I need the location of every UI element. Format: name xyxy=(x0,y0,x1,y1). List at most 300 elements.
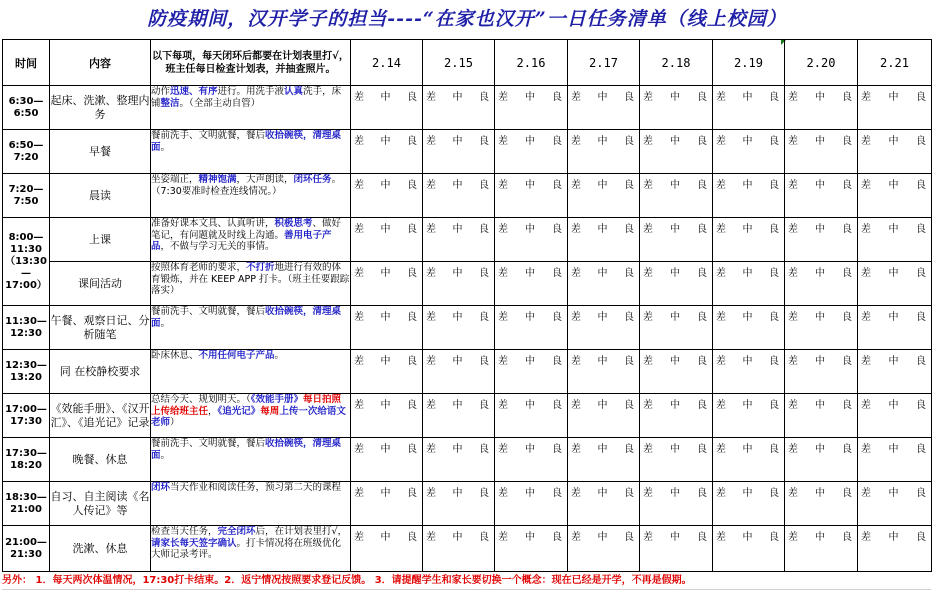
grade-option[interactable]: 差 xyxy=(788,532,798,543)
grade-cell[interactable] xyxy=(495,262,568,306)
grade-cell[interactable] xyxy=(640,394,713,438)
grade-option[interactable]: 差 xyxy=(716,312,726,323)
grade-option[interactable]: 良 xyxy=(552,224,562,235)
grade-cell[interactable] xyxy=(785,174,858,218)
grade-cell[interactable] xyxy=(495,174,568,218)
grade-option[interactable]: 良 xyxy=(552,532,562,543)
grade-cell[interactable] xyxy=(351,262,423,306)
grade-option[interactable]: 差 xyxy=(643,136,653,147)
grade-cell[interactable] xyxy=(785,438,858,482)
grade-option[interactable]: 中 xyxy=(742,312,753,323)
grade-option[interactable]: 良 xyxy=(624,92,634,103)
grade-option[interactable]: 中 xyxy=(742,488,753,499)
grade-option[interactable]: 差 xyxy=(354,444,364,455)
header-date[interactable]: 2.21 xyxy=(858,40,932,86)
grade-option[interactable]: 差 xyxy=(354,224,364,235)
grade-cell[interactable] xyxy=(351,86,423,130)
grade-cell[interactable] xyxy=(858,130,932,174)
grade-option[interactable]: 良 xyxy=(552,180,562,191)
grade-option[interactable]: 差 xyxy=(571,180,581,191)
grade-option[interactable]: 良 xyxy=(479,268,489,279)
grade-option[interactable]: 差 xyxy=(716,488,726,499)
description-cell[interactable] xyxy=(151,262,351,306)
grade-cell[interactable] xyxy=(858,218,932,262)
time-cell[interactable]: 17:30— 18:20 xyxy=(3,438,50,482)
grade-cell[interactable] xyxy=(423,306,495,350)
grade-option[interactable]: 中 xyxy=(597,136,608,147)
grade-cell[interactable] xyxy=(495,438,568,482)
grade-cell[interactable] xyxy=(785,526,858,572)
grade-cell[interactable] xyxy=(858,350,932,394)
grade-option[interactable]: 差 xyxy=(354,92,364,103)
grade-option[interactable]: 差 xyxy=(426,136,436,147)
grade-cell[interactable] xyxy=(640,174,713,218)
grade-option[interactable]: 差 xyxy=(716,356,726,367)
grade-option[interactable]: 中 xyxy=(670,356,680,367)
grade-cell[interactable] xyxy=(640,306,713,350)
grade-option[interactable]: 良 xyxy=(624,180,634,191)
grade-option[interactable]: 良 xyxy=(916,136,926,147)
grade-cell[interactable] xyxy=(785,306,858,350)
grade-option[interactable]: 良 xyxy=(697,268,707,279)
grade-cell[interactable] xyxy=(495,526,568,572)
grade-cell[interactable] xyxy=(568,526,640,572)
grade-cell[interactable] xyxy=(858,438,932,482)
grade-option[interactable]: 差 xyxy=(861,400,871,411)
grade-option[interactable]: 中 xyxy=(670,312,680,323)
grade-option[interactable]: 差 xyxy=(716,224,726,235)
item-cell[interactable]: 课间活动 xyxy=(50,262,151,306)
grade-option[interactable]: 差 xyxy=(643,224,653,235)
grade-option[interactable]: 中 xyxy=(888,444,899,455)
grade-option[interactable]: 良 xyxy=(479,136,489,147)
grade-option[interactable]: 中 xyxy=(670,400,680,411)
grade-option[interactable]: 差 xyxy=(426,532,436,543)
grade-cell[interactable] xyxy=(713,482,785,526)
grade-option[interactable]: 差 xyxy=(426,92,436,103)
grade-option[interactable]: 中 xyxy=(452,488,463,499)
grade-option[interactable]: 差 xyxy=(571,312,581,323)
grade-option[interactable]: 差 xyxy=(426,268,436,279)
grade-option[interactable]: 中 xyxy=(380,312,391,323)
grade-option[interactable]: 中 xyxy=(670,444,680,455)
grade-option[interactable]: 中 xyxy=(452,180,463,191)
grade-option[interactable]: 差 xyxy=(571,444,581,455)
grade-option[interactable]: 中 xyxy=(525,268,535,279)
grade-option[interactable]: 差 xyxy=(426,180,436,191)
grade-cell[interactable] xyxy=(423,174,495,218)
grade-option[interactable]: 中 xyxy=(670,488,680,499)
grade-option[interactable]: 中 xyxy=(380,444,391,455)
grade-option[interactable]: 良 xyxy=(842,136,852,147)
grade-cell[interactable] xyxy=(785,218,858,262)
grade-option[interactable]: 差 xyxy=(861,444,871,455)
grade-option[interactable]: 中 xyxy=(815,224,825,235)
grade-option[interactable]: 差 xyxy=(498,180,508,191)
grade-option[interactable]: 差 xyxy=(571,268,581,279)
grade-option[interactable]: 差 xyxy=(354,136,364,147)
grade-cell[interactable] xyxy=(713,174,785,218)
grade-option[interactable]: 差 xyxy=(498,92,508,103)
grade-cell[interactable] xyxy=(713,306,785,350)
grade-option[interactable]: 中 xyxy=(380,180,391,191)
grade-option[interactable]: 差 xyxy=(354,356,364,367)
grade-cell[interactable] xyxy=(640,218,713,262)
grade-option[interactable]: 差 xyxy=(426,312,436,323)
time-cell[interactable]: 6:30— 6:50 xyxy=(3,86,50,130)
grade-option[interactable]: 良 xyxy=(842,400,852,411)
grade-option[interactable]: 中 xyxy=(525,136,535,147)
grade-cell[interactable] xyxy=(858,306,932,350)
grade-option[interactable]: 良 xyxy=(407,180,417,191)
description-cell[interactable] xyxy=(151,526,351,572)
grade-option[interactable]: 中 xyxy=(452,312,463,323)
grade-option[interactable]: 良 xyxy=(407,356,417,367)
grade-option[interactable]: 良 xyxy=(916,312,926,323)
grade-option[interactable]: 良 xyxy=(552,268,562,279)
grade-option[interactable]: 差 xyxy=(571,136,581,147)
description-cell[interactable] xyxy=(151,174,351,218)
grade-option[interactable]: 良 xyxy=(407,488,417,499)
grade-option[interactable]: 中 xyxy=(888,224,899,235)
grade-cell[interactable] xyxy=(495,306,568,350)
grade-option[interactable]: 中 xyxy=(815,268,825,279)
grade-cell[interactable] xyxy=(858,526,932,572)
time-cell[interactable]: 8:00— 11:30 （13:30 — 17:00） xyxy=(3,218,50,306)
time-cell[interactable]: 11:30— 12:30 xyxy=(3,306,50,350)
grade-option[interactable]: 中 xyxy=(815,312,825,323)
grade-option[interactable]: 差 xyxy=(716,532,726,543)
grade-cell[interactable] xyxy=(858,394,932,438)
grade-option[interactable]: 差 xyxy=(788,224,798,235)
grade-option[interactable]: 中 xyxy=(742,92,753,103)
grade-option[interactable]: 差 xyxy=(861,224,871,235)
grade-option[interactable]: 差 xyxy=(498,532,508,543)
grade-option[interactable]: 中 xyxy=(380,400,391,411)
header-date[interactable]: 2.20 xyxy=(785,40,858,86)
grade-option[interactable]: 中 xyxy=(597,532,608,543)
grade-option[interactable]: 差 xyxy=(861,312,871,323)
grade-option[interactable]: 良 xyxy=(552,356,562,367)
grade-option[interactable]: 差 xyxy=(354,400,364,411)
grade-option[interactable]: 良 xyxy=(769,444,779,455)
description-cell[interactable] xyxy=(151,350,351,394)
grade-cell[interactable] xyxy=(351,306,423,350)
grade-option[interactable]: 差 xyxy=(498,312,508,323)
grade-cell[interactable] xyxy=(495,218,568,262)
grade-option[interactable]: 差 xyxy=(788,92,798,103)
grade-option[interactable]: 中 xyxy=(670,224,680,235)
grade-option[interactable]: 中 xyxy=(742,444,753,455)
grade-option[interactable]: 良 xyxy=(842,92,852,103)
grade-option[interactable]: 良 xyxy=(842,180,852,191)
grade-option[interactable]: 良 xyxy=(769,224,779,235)
grade-cell[interactable] xyxy=(423,526,495,572)
grade-option[interactable]: 良 xyxy=(842,224,852,235)
grade-option[interactable]: 差 xyxy=(788,136,798,147)
grade-option[interactable]: 差 xyxy=(788,488,798,499)
header-date[interactable]: 2.17 xyxy=(568,40,640,86)
grade-option[interactable]: 差 xyxy=(354,268,364,279)
grade-option[interactable]: 中 xyxy=(525,224,535,235)
grade-option[interactable]: 良 xyxy=(842,444,852,455)
grade-option[interactable]: 差 xyxy=(716,444,726,455)
grade-cell[interactable] xyxy=(858,86,932,130)
description-cell[interactable] xyxy=(151,130,351,174)
grade-option[interactable]: 差 xyxy=(788,180,798,191)
grade-option[interactable]: 良 xyxy=(916,92,926,103)
grade-option[interactable]: 中 xyxy=(380,356,391,367)
grade-option[interactable]: 良 xyxy=(697,444,707,455)
grade-option[interactable]: 良 xyxy=(479,356,489,367)
grade-cell[interactable] xyxy=(713,262,785,306)
grade-cell[interactable] xyxy=(423,262,495,306)
description-cell[interactable] xyxy=(151,86,351,130)
grade-option[interactable]: 良 xyxy=(769,532,779,543)
grade-cell[interactable] xyxy=(713,130,785,174)
item-cell[interactable]: 早餐 xyxy=(50,130,151,174)
grade-option[interactable]: 良 xyxy=(769,180,779,191)
grade-option[interactable]: 良 xyxy=(479,312,489,323)
grade-option[interactable]: 中 xyxy=(452,356,463,367)
grade-option[interactable]: 中 xyxy=(525,488,535,499)
grade-option[interactable]: 良 xyxy=(624,268,634,279)
grade-cell[interactable] xyxy=(785,350,858,394)
grade-option[interactable]: 中 xyxy=(888,180,899,191)
grade-option[interactable]: 良 xyxy=(769,400,779,411)
grade-option[interactable]: 差 xyxy=(643,268,653,279)
grade-option[interactable]: 良 xyxy=(479,400,489,411)
grade-option[interactable]: 中 xyxy=(815,92,825,103)
grade-option[interactable]: 良 xyxy=(624,532,634,543)
grade-cell[interactable] xyxy=(423,130,495,174)
grade-option[interactable]: 良 xyxy=(697,224,707,235)
grade-option[interactable]: 中 xyxy=(525,92,535,103)
grade-option[interactable]: 中 xyxy=(597,180,608,191)
grade-option[interactable]: 差 xyxy=(571,92,581,103)
grade-cell[interactable] xyxy=(785,86,858,130)
grade-cell[interactable] xyxy=(495,394,568,438)
grade-cell[interactable] xyxy=(351,438,423,482)
grade-option[interactable]: 良 xyxy=(916,224,926,235)
grade-option[interactable]: 中 xyxy=(742,532,753,543)
grade-option[interactable]: 中 xyxy=(670,532,680,543)
grade-option[interactable]: 良 xyxy=(624,488,634,499)
grade-cell[interactable] xyxy=(858,174,932,218)
grade-cell[interactable] xyxy=(640,86,713,130)
grade-option[interactable]: 中 xyxy=(597,92,608,103)
grade-option[interactable]: 差 xyxy=(861,136,871,147)
grade-option[interactable]: 良 xyxy=(842,268,852,279)
grade-option[interactable]: 中 xyxy=(597,356,608,367)
grade-cell[interactable] xyxy=(351,218,423,262)
grade-option[interactable]: 差 xyxy=(643,180,653,191)
grade-option[interactable]: 良 xyxy=(697,312,707,323)
grade-option[interactable]: 差 xyxy=(716,400,726,411)
grade-option[interactable]: 中 xyxy=(380,532,391,543)
grade-cell[interactable] xyxy=(568,306,640,350)
grade-option[interactable]: 中 xyxy=(888,532,899,543)
grade-cell[interactable] xyxy=(640,262,713,306)
grade-option[interactable]: 中 xyxy=(452,532,463,543)
grade-option[interactable]: 中 xyxy=(525,444,535,455)
grade-option[interactable]: 差 xyxy=(498,400,508,411)
item-cell[interactable]: 《效能手册》、《汉开汇》、《追光记》记录 xyxy=(50,394,151,438)
grade-option[interactable]: 中 xyxy=(597,312,608,323)
grade-option[interactable]: 差 xyxy=(571,400,581,411)
grade-option[interactable]: 差 xyxy=(716,268,726,279)
grade-cell[interactable] xyxy=(713,218,785,262)
description-cell[interactable] xyxy=(151,218,351,262)
grade-option[interactable]: 良 xyxy=(552,92,562,103)
grade-option[interactable]: 良 xyxy=(769,312,779,323)
grade-option[interactable]: 差 xyxy=(498,224,508,235)
grade-option[interactable]: 中 xyxy=(888,92,899,103)
grade-option[interactable]: 差 xyxy=(861,532,871,543)
grade-cell[interactable] xyxy=(640,438,713,482)
header-date[interactable]: 2.16 xyxy=(495,40,568,86)
grade-option[interactable]: 中 xyxy=(452,92,463,103)
grade-option[interactable]: 良 xyxy=(552,136,562,147)
grade-option[interactable]: 良 xyxy=(697,92,707,103)
grade-cell[interactable] xyxy=(423,394,495,438)
grade-option[interactable]: 差 xyxy=(861,180,871,191)
grade-option[interactable]: 良 xyxy=(552,400,562,411)
grade-option[interactable]: 中 xyxy=(525,400,535,411)
grade-option[interactable]: 良 xyxy=(769,136,779,147)
grade-cell[interactable] xyxy=(351,482,423,526)
grade-cell[interactable] xyxy=(423,218,495,262)
grade-option[interactable]: 中 xyxy=(452,136,463,147)
grade-option[interactable]: 良 xyxy=(407,312,417,323)
grade-cell[interactable] xyxy=(568,174,640,218)
grade-cell[interactable] xyxy=(640,350,713,394)
grade-cell[interactable] xyxy=(640,130,713,174)
grade-option[interactable]: 中 xyxy=(670,136,680,147)
grade-option[interactable]: 良 xyxy=(479,224,489,235)
grade-option[interactable]: 差 xyxy=(354,532,364,543)
grade-option[interactable]: 差 xyxy=(643,92,653,103)
grade-cell[interactable] xyxy=(858,482,932,526)
grade-option[interactable]: 良 xyxy=(842,312,852,323)
grade-option[interactable]: 良 xyxy=(479,180,489,191)
grade-option[interactable]: 差 xyxy=(788,268,798,279)
grade-cell[interactable] xyxy=(785,482,858,526)
grade-option[interactable]: 中 xyxy=(742,356,753,367)
grade-option[interactable]: 差 xyxy=(498,268,508,279)
grade-option[interactable]: 良 xyxy=(842,356,852,367)
grade-cell[interactable] xyxy=(423,438,495,482)
grade-option[interactable]: 中 xyxy=(525,356,535,367)
grade-option[interactable]: 良 xyxy=(624,444,634,455)
grade-option[interactable]: 中 xyxy=(597,400,608,411)
grade-option[interactable]: 中 xyxy=(742,136,753,147)
grade-option[interactable]: 良 xyxy=(769,356,779,367)
grade-option[interactable]: 中 xyxy=(888,268,899,279)
grade-option[interactable]: 中 xyxy=(525,180,535,191)
item-cell[interactable]: 起床、洗漱、整理内务 xyxy=(50,86,151,130)
item-cell[interactable]: 上课 xyxy=(50,218,151,262)
grade-cell[interactable] xyxy=(351,350,423,394)
grade-option[interactable]: 中 xyxy=(815,356,825,367)
item-cell[interactable]: 自习、自主阅读《名人传记》等 xyxy=(50,482,151,526)
grade-option[interactable]: 中 xyxy=(380,268,391,279)
grade-option[interactable]: 中 xyxy=(815,532,825,543)
grade-option[interactable]: 良 xyxy=(407,532,417,543)
grade-cell[interactable] xyxy=(568,350,640,394)
grade-option[interactable]: 中 xyxy=(452,268,463,279)
header-date[interactable]: 2.19 xyxy=(713,40,785,86)
grade-option[interactable]: 良 xyxy=(407,444,417,455)
grade-option[interactable]: 差 xyxy=(571,224,581,235)
description-cell[interactable] xyxy=(151,482,351,526)
header-time[interactable]: 时间 xyxy=(3,40,50,86)
grade-cell[interactable] xyxy=(640,482,713,526)
grade-option[interactable]: 中 xyxy=(597,444,608,455)
grade-option[interactable]: 良 xyxy=(916,444,926,455)
grade-option[interactable]: 中 xyxy=(452,224,463,235)
grade-option[interactable]: 中 xyxy=(888,488,899,499)
grade-option[interactable]: 良 xyxy=(769,92,779,103)
grade-option[interactable]: 中 xyxy=(452,444,463,455)
grade-option[interactable]: 良 xyxy=(769,488,779,499)
grade-option[interactable]: 良 xyxy=(697,136,707,147)
grade-cell[interactable] xyxy=(568,218,640,262)
grade-option[interactable]: 良 xyxy=(769,268,779,279)
grade-option[interactable]: 中 xyxy=(888,400,899,411)
grade-option[interactable]: 差 xyxy=(643,356,653,367)
grade-option[interactable]: 差 xyxy=(716,92,726,103)
grade-cell[interactable] xyxy=(713,526,785,572)
grade-option[interactable]: 良 xyxy=(916,400,926,411)
grade-option[interactable]: 中 xyxy=(380,136,391,147)
grade-option[interactable]: 差 xyxy=(354,488,364,499)
time-cell[interactable]: 21:00— 21:30 xyxy=(3,526,50,572)
grade-option[interactable]: 良 xyxy=(407,224,417,235)
description-cell[interactable] xyxy=(151,306,351,350)
grade-cell[interactable] xyxy=(351,130,423,174)
grade-option[interactable]: 良 xyxy=(624,356,634,367)
grade-option[interactable]: 中 xyxy=(815,400,825,411)
grade-option[interactable]: 良 xyxy=(697,488,707,499)
grade-cell[interactable] xyxy=(423,482,495,526)
grade-cell[interactable] xyxy=(568,130,640,174)
grade-option[interactable]: 良 xyxy=(624,136,634,147)
item-cell[interactable]: 洗漱、休息 xyxy=(50,526,151,572)
grade-option[interactable]: 良 xyxy=(552,312,562,323)
grade-cell[interactable] xyxy=(423,86,495,130)
grade-cell[interactable] xyxy=(495,350,568,394)
grade-option[interactable]: 良 xyxy=(697,400,707,411)
grade-option[interactable]: 良 xyxy=(916,488,926,499)
item-cell[interactable]: 晨读 xyxy=(50,174,151,218)
grade-option[interactable]: 中 xyxy=(452,400,463,411)
grade-option[interactable]: 中 xyxy=(670,180,680,191)
grade-cell[interactable] xyxy=(568,394,640,438)
grade-option[interactable]: 良 xyxy=(407,136,417,147)
grade-cell[interactable] xyxy=(568,86,640,130)
grade-option[interactable]: 中 xyxy=(380,92,391,103)
grade-cell[interactable] xyxy=(568,438,640,482)
grade-option[interactable]: 良 xyxy=(407,92,417,103)
grade-cell[interactable] xyxy=(713,394,785,438)
grade-option[interactable]: 差 xyxy=(498,444,508,455)
grade-option[interactable]: 中 xyxy=(380,224,391,235)
grade-option[interactable]: 良 xyxy=(407,268,417,279)
item-cell[interactable]: 晚餐、休息 xyxy=(50,438,151,482)
grade-option[interactable]: 良 xyxy=(842,488,852,499)
grade-option[interactable]: 差 xyxy=(788,312,798,323)
